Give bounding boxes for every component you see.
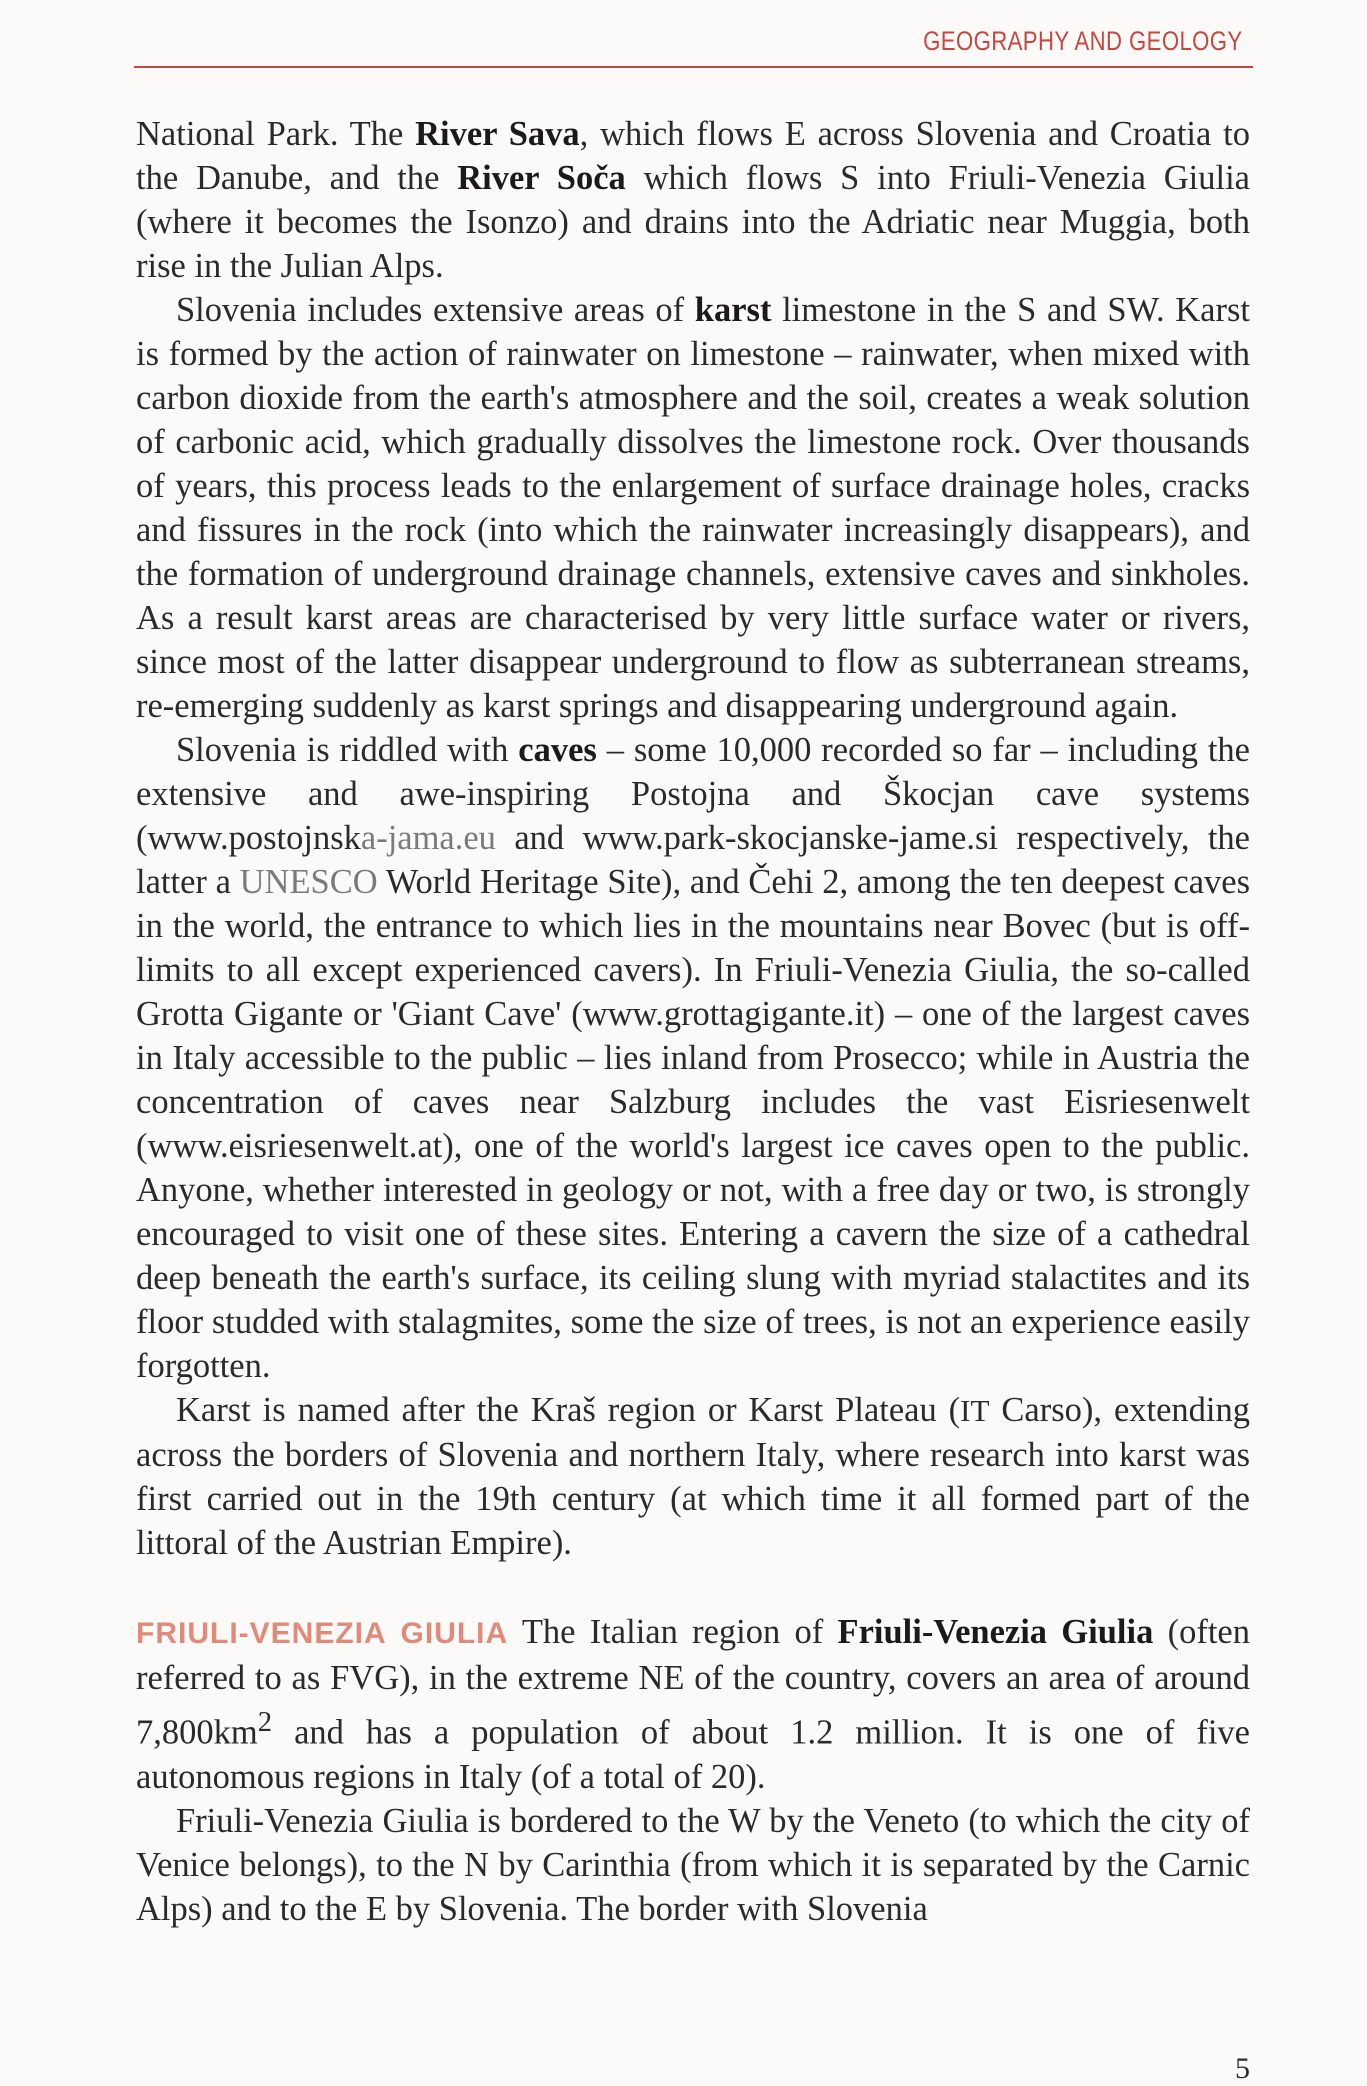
term-karst: karst — [694, 291, 772, 329]
paragraph-6: Friuli-Venezia Giulia is bordered to the W by the Veneto (to which the city of Venice belongs), to the N by Carinthia (from which it is separated by the Carnic Alps) and to the E by Slovenia. The border with Slovenia — [136, 1801, 1250, 1928]
page-number: 5 — [1235, 2052, 1250, 2085]
faded-url-fragment: a-jama.eu — [360, 819, 496, 857]
paragraph-1: National Park. The River Sava, which flows E across Slovenia and Croatia to the Danube, and the River Soča which flows S into Friuli-Venezia Giulia (where it becomes the Isonzo) and drains into the Adriatic near Muggia, both rise in the Julian Alps. — [136, 115, 1250, 285]
term-caves: caves — [518, 731, 597, 769]
paragraph-3: Slovenia is riddled with caves – some 10,000 recorded so far – including the extensive and awe-inspiring Postojna and Škocjan cave systems (www.postojnska-jama.eu and www.park-skocjanske-jame.si respectively, the latter a UNESCO World Heritage Site), and Čehi 2, among the ten deepest caves in the world, the entrance to which lies in the mountains near Bovec (but is off-limits to all except experienced cavers). In Friuli-Venezia Giulia, the so-called Grotta Gigante or 'Giant Cave' (www.grottagigante.it) – one of the largest caves in Italy accessible to the public – lies inland from Prosecco; while in Austria the concentration of caves near Salzburg includes the vast Eisriesenwelt (www.eisriesenwelt.at), one of the world's largest ice caves open to the public. Anyone, whether interested in geology or not, with a free day or two, is strongly encouraged to visit one of these sites. Entering a cavern the size of a cathedral deep beneath the earth's surface, its ceiling slung with myriad stalactites and its floor studded with stalagmites, some the size of trees, is not an experience easily forgotten. — [136, 731, 1250, 1385]
language-tag: IT — [960, 1393, 990, 1428]
paragraph-5: FRIULI-VENEZIA GIULIA The Italian region of Friuli-Venezia Giulia (often referred to as FVG), in the extreme NE of the country, covers an area of around $7,800km^2$ and has a population of about 1.2 million. It is one of five autonomous regions in Italy (of a total of 20). — [136, 1613, 1250, 1796]
section-heading-friuli: FRIULI-VENEZIA GIULIA — [136, 1617, 509, 1650]
paragraph-2: Slovenia includes extensive areas of karst limestone in the S and SW. Karst is formed by the action of rainwater on limestone – rainwater, when mixed with carbon dioxide from the earth's atmosphere and the soil, creates a weak solution of carbonic acid, which gradually dissolves the limestone rock. Over thousands of years, this process leads to the enlargement of surface drainage holes, cracks and fissures in the rock (into which the rainwater increasingly disappears), and the formation of underground drainage channels, extensive caves and sinkholes. As a result karst areas are characterised by very little surface water or rivers, since most of the latter disappear underground to flow as subterranean streams, re-emerging suddenly as karst springs and disappearing underground again. — [136, 291, 1250, 725]
body-text — [136, 112, 1250, 1931]
term-river-soca: River Soča — [457, 159, 626, 197]
term-friuli-venezia-giulia: Friuli-Venezia Giulia — [837, 1613, 1154, 1651]
unesco-text: UNESCO — [239, 863, 378, 901]
running-head: GEOGRAPHY AND GEOLOGY — [923, 26, 1243, 56]
superscript-2: 2 — [257, 1706, 273, 1738]
paragraph-4: Karst is named after the Kraš region or Karst Plateau (IT Carso), extending across the borders of Slovenia and northern Italy, where research into karst was first carried out in the 19th century (at which time it all formed part of the littoral of the Austrian Empire). — [136, 1391, 1250, 1562]
term-river-sava: River Sava — [415, 115, 580, 153]
header-rule — [134, 66, 1253, 68]
